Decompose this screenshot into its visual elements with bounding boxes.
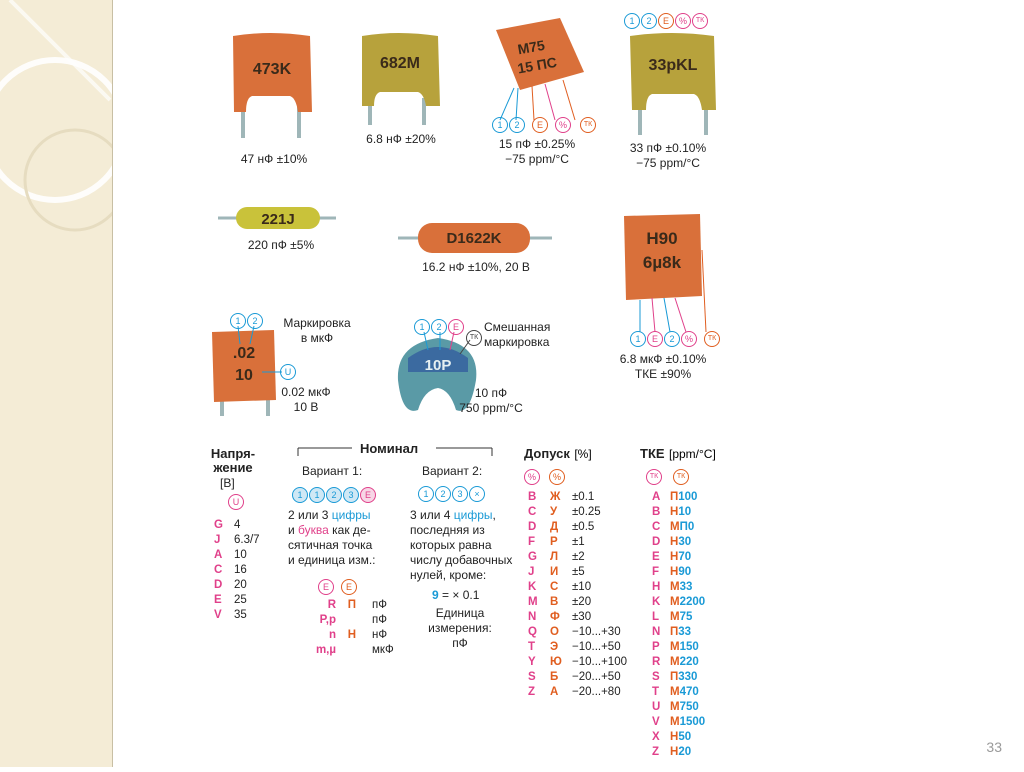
tke-row — [652, 625, 705, 640]
unit-row — [298, 643, 412, 658]
cap-d1622k-caption: 16.2 нФ ±10%, 20 В — [422, 260, 530, 274]
tol-value: −10...+30 — [572, 626, 621, 638]
marker-2-icon: 2 — [326, 487, 342, 503]
tol-value: ±0.5 — [572, 521, 595, 533]
tke-row — [652, 580, 705, 595]
cap-code: 33pKL — [648, 57, 698, 74]
tol-latin: B — [528, 491, 537, 503]
tke-latin: E — [652, 551, 660, 563]
tol-cyrillic: Л — [550, 551, 559, 563]
marker-percent-icon: % — [555, 117, 571, 133]
capacitor-33pkl — [630, 33, 716, 135]
cap-code: D1622K — [446, 230, 502, 247]
tke-latin: D — [652, 536, 661, 548]
marker-percent-icon: % — [549, 469, 565, 485]
voltage-u-icon: U — [228, 494, 244, 510]
tke-latin: Z — [652, 746, 660, 758]
marker-e-icon: E — [647, 331, 663, 347]
tke-row — [652, 685, 705, 700]
voltage-row — [214, 608, 274, 623]
tke-value: М2200 — [670, 596, 706, 608]
tol-latin: M — [528, 596, 538, 608]
cap-line2: 6µ8k — [642, 253, 682, 272]
tke-row — [652, 565, 705, 580]
tke-value: Н90 — [670, 566, 692, 578]
marker-e-icon: E — [318, 579, 334, 595]
variant2-unit: Единица измерения: пФ — [428, 606, 492, 650]
tolerance-markers — [524, 468, 566, 486]
cap-10p-label: Смешанная маркировка — [484, 320, 551, 349]
unit-latin: R — [327, 599, 336, 611]
voltage-row — [214, 563, 274, 578]
marker-1-icon: 1 — [414, 319, 430, 335]
tke-value: Н70 — [670, 551, 692, 563]
unit-name: пФ — [372, 599, 387, 611]
voltage-row — [214, 593, 274, 608]
voltage-row — [214, 578, 274, 593]
tke-latin: X — [652, 731, 660, 743]
tke-latin: B — [652, 506, 661, 518]
tol-value: ±20 — [572, 596, 592, 608]
tol-value: ±0.25 — [572, 506, 601, 518]
tke-value: М1500 — [670, 716, 706, 728]
marker-x-icon: × — [469, 486, 485, 502]
cap-10p-caption: 10 пФ 750 ppm/°C — [459, 386, 523, 415]
cap-line1: M75 — [516, 36, 546, 58]
marker-percent-icon: % — [675, 13, 691, 29]
tol-latin: F — [528, 536, 536, 548]
tke-latin: V — [652, 716, 660, 728]
tolerance-row — [528, 625, 632, 640]
tol-value: −10...+50 — [572, 641, 621, 653]
cap-line2: 10 — [235, 367, 253, 384]
tke-value: М220 — [670, 656, 699, 668]
c10p-markers — [414, 318, 465, 336]
tke-latin: H — [652, 581, 661, 593]
tke-value: МП0 — [670, 521, 695, 533]
tke-value: П330 — [670, 671, 698, 683]
cap-002-label: Маркировка в мкФ — [283, 316, 351, 345]
marker-e-icon: E — [341, 579, 357, 595]
variant2-text: 3 или 4 цифры, последняя из которых равна числу добавочных нулей, кроме: — [410, 508, 513, 582]
unit-name: пФ — [372, 614, 387, 626]
tol-latin: Q — [528, 626, 537, 638]
tke-value: Н10 — [670, 506, 692, 518]
tol-value: ±2 — [572, 551, 585, 563]
unit-cyrillic: Н — [347, 629, 356, 641]
units-markers — [318, 578, 358, 596]
voltage-unit: [В] — [220, 476, 235, 490]
tke-value: П100 — [670, 491, 698, 503]
tolerance-header — [524, 445, 592, 463]
marker-percent-icon: % — [524, 469, 540, 485]
marker-2-icon: 2 — [641, 13, 657, 29]
unit-row — [298, 613, 412, 628]
cap-221j-caption: 220 пФ ±5% — [247, 238, 315, 252]
voltage-value: 6.3/7 — [234, 534, 260, 546]
marker-2-icon: 2 — [509, 117, 525, 133]
marker-tk-icon: ТК — [704, 331, 720, 347]
tke-latin: R — [652, 656, 661, 668]
tol-value: ±10 — [572, 581, 592, 593]
tolerance-row — [528, 610, 632, 625]
voltage-row — [214, 533, 274, 548]
tke-row — [652, 520, 705, 535]
tolerance-row — [528, 505, 632, 520]
tolerance-row — [528, 685, 632, 700]
tol-cyrillic: А — [550, 686, 559, 698]
slide-number: 33 — [986, 739, 1002, 755]
variant1-markers — [292, 486, 377, 504]
tke-value: М750 — [670, 701, 699, 713]
tolerance-row — [528, 520, 632, 535]
tke-value: Н50 — [670, 731, 692, 743]
voltage-code: E — [214, 594, 222, 606]
variant2-nine: 9 = × 0.1 — [432, 588, 480, 602]
tke-row — [652, 730, 705, 745]
tol-cyrillic: Ф — [550, 611, 560, 623]
marker-percent-icon: % — [681, 331, 697, 347]
tke-value: М75 — [670, 611, 693, 623]
variant2-title: Вариант 2: — [422, 464, 483, 478]
voltage-value: 35 — [234, 609, 247, 621]
voltage-code: J — [214, 534, 221, 546]
cap-h90-caption: 6.8 мкФ ±0.10% ТКЕ ±90% — [619, 352, 707, 381]
tolerance-row — [528, 670, 632, 685]
tolerance-row — [528, 565, 632, 580]
capacitor-682m — [362, 33, 440, 125]
tke-value: М150 — [670, 641, 699, 653]
marker-tk-icon: ТК — [673, 469, 689, 485]
tolerance-row — [528, 535, 632, 550]
tol-latin: K — [528, 581, 537, 593]
voltage-table — [214, 518, 274, 623]
tke-value: Н20 — [670, 746, 692, 758]
tol-cyrillic: В — [550, 596, 559, 608]
tke-latin: A — [652, 491, 661, 503]
tke-row — [652, 595, 705, 610]
tolerance-row — [528, 490, 632, 505]
marker-tk-icon: ТК — [466, 330, 482, 346]
tke-row — [652, 610, 705, 625]
cap-33pkl-caption: 33 пФ ±0.10% −75 ppm/°C — [629, 141, 707, 170]
voltage-code: A — [214, 549, 223, 561]
tol-cyrillic: С — [550, 581, 559, 593]
voltage-title: Напря- жение — [210, 446, 256, 475]
marker-e-icon: E — [658, 13, 674, 29]
tol-latin: T — [528, 641, 536, 653]
tol-value: −20...+80 — [572, 686, 621, 698]
cap-line1: .02 — [232, 345, 256, 362]
tol-cyrillic: Ю — [550, 656, 562, 668]
tke-table — [652, 490, 705, 760]
voltage-value: 10 — [234, 549, 247, 561]
tke-row — [652, 550, 705, 565]
tolerance-unit: [%] — [574, 447, 592, 461]
unit-latin: n — [328, 629, 336, 641]
33p-markers — [624, 12, 709, 30]
cap-473k-caption: 47 нФ ±10% — [240, 152, 308, 166]
tol-latin: N — [528, 611, 537, 623]
tol-value: −10...+100 — [572, 656, 627, 668]
capacitor-473k — [233, 33, 312, 138]
units-table — [298, 598, 412, 658]
marker-1-icon: 1 — [292, 487, 308, 503]
marker-2-icon: 2 — [247, 313, 263, 329]
tol-latin: C — [528, 506, 537, 518]
c02-markers — [230, 312, 264, 330]
tke-latin: T — [652, 686, 660, 698]
voltage-code: V — [214, 609, 222, 621]
marker-tk-icon: ТК — [692, 13, 708, 29]
tke-row — [652, 655, 705, 670]
tol-value: ±30 — [572, 611, 592, 623]
tol-value: ±1 — [572, 536, 585, 548]
marker-tk-icon: ТК — [580, 117, 596, 133]
tke-row — [652, 490, 705, 505]
marker-1-icon: 1 — [418, 486, 434, 502]
marker-1-icon: 1 — [630, 331, 646, 347]
tolerance-row — [528, 640, 632, 655]
variant1-text: 2 или 3 цифры и буква как де- сятичная точка и единица изм.: — [288, 508, 376, 567]
tke-latin: N — [652, 626, 661, 638]
cap-code: 10P — [424, 357, 452, 374]
tol-latin: J — [528, 566, 535, 578]
unit-cyrillic — [336, 643, 356, 658]
m75-markers — [492, 116, 597, 134]
tol-latin: Y — [528, 656, 536, 668]
marker-e-icon: E — [532, 117, 548, 133]
marker-e-icon: E — [448, 319, 464, 335]
tke-value: П33 — [670, 626, 692, 638]
tke-latin: F — [652, 566, 660, 578]
voltage-value: 4 — [234, 519, 241, 531]
capacitor-221j — [218, 207, 336, 229]
marker-u-icon: U — [280, 364, 296, 380]
unit-latin: m,µ — [315, 644, 336, 656]
tke-latin: S — [652, 671, 660, 683]
tke-latin: P — [652, 641, 660, 653]
tke-row — [652, 700, 705, 715]
tke-markers — [646, 468, 690, 486]
tol-cyrillic: Д — [550, 521, 559, 533]
tke-value: Н30 — [670, 536, 692, 548]
tolerance-title: Допуск — [524, 446, 570, 461]
tolerance-table — [528, 490, 632, 700]
tolerance-row — [528, 595, 632, 610]
tol-cyrillic: И — [550, 566, 559, 578]
voltage-code: C — [214, 564, 223, 576]
tolerance-row — [528, 550, 632, 565]
tke-header — [640, 445, 716, 463]
unit-latin: P,p — [319, 614, 336, 626]
voltage-code: G — [214, 519, 223, 531]
tke-unit: [ppm/°C] — [669, 447, 716, 461]
cap-line1: H90 — [646, 229, 678, 248]
tol-cyrillic: Э — [550, 641, 559, 653]
cap-002-caption: 0.02 мкФ 10 В — [281, 385, 331, 414]
tol-cyrillic: У — [550, 506, 558, 518]
voltage-value: 16 — [234, 564, 247, 576]
marker-1-icon: 1 — [492, 117, 508, 133]
unit-name: мкФ — [372, 644, 394, 656]
tol-value: ±0.1 — [572, 491, 595, 503]
voltage-value: 25 — [234, 594, 247, 606]
voltage-row — [214, 548, 274, 563]
marker-1-icon: 1 — [230, 313, 246, 329]
tke-row — [652, 505, 705, 520]
tol-cyrillic: Ж — [550, 491, 561, 503]
h90-markers — [630, 330, 721, 348]
marker-2-icon: 2 — [431, 319, 447, 335]
variant1-title: Вариант 1: — [302, 464, 363, 478]
tke-row — [652, 535, 705, 550]
marker-1-icon: 1 — [309, 487, 325, 503]
marker-1-icon: 1 — [624, 13, 640, 29]
unit-name: нФ — [372, 629, 388, 641]
voltage-value: 20 — [234, 579, 247, 591]
tke-latin: C — [652, 521, 661, 533]
tol-cyrillic: Р — [550, 536, 558, 548]
tol-latin: Z — [528, 686, 536, 698]
tol-value: −20...+50 — [572, 671, 621, 683]
tol-latin: S — [528, 671, 536, 683]
voltage-row — [214, 518, 274, 533]
cap-code: 221J — [261, 211, 295, 228]
capacitor-m75 — [496, 18, 584, 120]
tke-latin: L — [652, 611, 660, 623]
marker-2-icon: 2 — [435, 486, 451, 502]
cap-682m-caption: 6.8 нФ ±20% — [366, 132, 436, 146]
unit-row — [298, 598, 412, 613]
marker-e-icon: E — [360, 487, 376, 503]
nominal-title: Номинал — [360, 441, 419, 456]
cap-code: 473K — [252, 61, 292, 78]
capacitor-d1622k — [398, 223, 552, 253]
tolerance-row — [528, 580, 632, 595]
tol-latin: D — [528, 521, 537, 533]
tol-cyrillic: О — [550, 626, 559, 638]
tol-value: ±5 — [572, 566, 585, 578]
tke-latin: U — [652, 701, 661, 713]
marker-tk-icon: ТК — [646, 469, 662, 485]
tol-latin: G — [528, 551, 537, 563]
tolerance-row — [528, 655, 632, 670]
tke-latin: K — [652, 596, 661, 608]
tke-row — [652, 715, 705, 730]
tke-value: М470 — [670, 686, 699, 698]
variant2-markers — [418, 485, 486, 503]
tke-row — [652, 640, 705, 655]
tke-row — [652, 670, 705, 685]
marker-3-icon: 3 — [452, 486, 468, 502]
tke-title: ТКЕ — [640, 446, 665, 461]
voltage-code: D — [214, 579, 223, 591]
cap-code: 682M — [379, 55, 421, 72]
capacitor-h90 — [624, 214, 706, 332]
tke-value: М33 — [670, 581, 693, 593]
cap-line2: 15 ПС — [516, 53, 559, 77]
unit-row — [298, 628, 412, 643]
cap-m75-caption: 15 пФ ±0.25% −75 ppm/°C — [498, 137, 576, 166]
unit-cyrillic — [336, 613, 356, 628]
marker-3-icon: 3 — [343, 487, 359, 503]
tke-row — [652, 745, 705, 760]
marker-2-icon: 2 — [664, 331, 680, 347]
unit-cyrillic: П — [347, 599, 356, 611]
tol-cyrillic: Б — [550, 671, 559, 683]
